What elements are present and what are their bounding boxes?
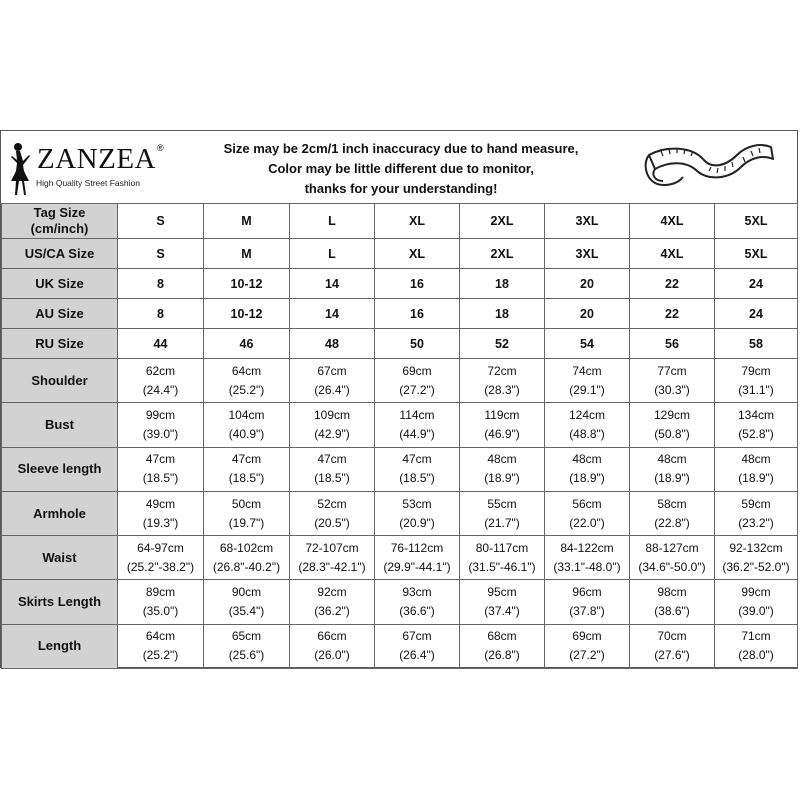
size-cell: 24 [715, 299, 798, 329]
inch-value: (52.8") [738, 426, 774, 441]
size-cell: 8 [118, 299, 204, 329]
cm-value: 124cm [568, 407, 606, 422]
notice-line-2: Color may be little different due to monitor, [268, 161, 534, 176]
table-row [2, 624, 798, 668]
cm-value: 99cm [145, 407, 176, 422]
size-table [1, 203, 798, 669]
cm-value: 72-107cm [305, 540, 359, 555]
inch-value: (27.6") [654, 648, 690, 663]
table-row [2, 329, 798, 359]
inch-value: (37.4") [484, 604, 520, 619]
inch-value: (40.9") [228, 426, 265, 441]
inch-value: (44.9") [399, 426, 435, 441]
cm-value: 70cm [657, 629, 687, 644]
measurement-cell [545, 491, 630, 535]
size-cell: L [290, 239, 375, 269]
notice-line-3: thanks for your understanding! [304, 181, 498, 196]
brand-tagline: High Quality Street Fashion [36, 178, 140, 188]
row-label: Shoulder [2, 359, 118, 403]
cm-value: 129cm [653, 407, 691, 422]
cm-value: 47cm [231, 452, 262, 467]
row-label: Armhole [2, 491, 118, 535]
measuring-tape-icon [637, 137, 777, 199]
measurement-cell [460, 624, 545, 668]
measurement-cell [290, 580, 375, 624]
cm-value: 98cm [657, 585, 687, 600]
inch-value: (28.0") [738, 648, 774, 663]
cm-value: 58cm [657, 496, 687, 511]
table-row [2, 239, 798, 269]
cm-value: 48cm [572, 452, 602, 467]
inch-value: (38.6") [654, 604, 690, 619]
measurement-cell [375, 359, 460, 403]
cm-value: 114cm [399, 407, 435, 422]
cm-value: 66cm [317, 629, 347, 644]
inch-value: (26.4") [314, 382, 350, 397]
size-chart [0, 130, 798, 668]
cm-value: 64cm [145, 629, 176, 644]
inch-value: (19.7") [228, 515, 265, 530]
measurement-cell [118, 624, 204, 668]
cm-value: 50cm [231, 496, 262, 511]
inch-value: (27.2") [399, 382, 435, 397]
cm-value: 48cm [657, 452, 687, 467]
size-cell: 8 [118, 269, 204, 299]
inch-value: (31.1") [738, 382, 774, 397]
size-cell: 44 [118, 329, 204, 359]
size-cell: 4XL [630, 204, 715, 239]
row-label-text: Tag Size [33, 205, 86, 220]
size-cell: 48 [290, 329, 375, 359]
cm-value: 56cm [572, 496, 602, 511]
measurement-cell [460, 403, 545, 447]
cm-value: 95cm [487, 585, 517, 600]
measurement-cell [715, 580, 798, 624]
size-cell: M [204, 239, 290, 269]
size-cell: 10-12 [204, 269, 290, 299]
row-label [2, 299, 118, 329]
inch-value: (18.5") [228, 471, 265, 486]
measurement-cell [204, 536, 290, 580]
inch-value: (21.7") [484, 515, 520, 530]
measurement-cell [375, 536, 460, 580]
measurement-cell [204, 580, 290, 624]
cm-value: 80-117cm [475, 540, 529, 555]
measurement-cell [375, 491, 460, 535]
measurement-cell [118, 403, 204, 447]
measurement-cell [630, 624, 715, 668]
measurement-cell [290, 536, 375, 580]
cm-value: 72cm [487, 363, 517, 378]
table-row [2, 299, 798, 329]
measurement-cell [460, 359, 545, 403]
inch-value: (24.4") [142, 382, 179, 397]
row-label [2, 239, 118, 269]
cm-value: 47cm [145, 452, 176, 467]
size-cell: 16 [375, 269, 460, 299]
inch-value: (48.8") [569, 426, 605, 441]
inch-value: (22.0") [569, 515, 605, 530]
cm-value: 88-127cm [645, 540, 699, 555]
measurement-cell [545, 580, 630, 624]
inch-value: (19.3") [142, 515, 179, 530]
measurement-cell [118, 359, 204, 403]
size-cell: 5XL [715, 204, 798, 239]
measurement-cell [375, 580, 460, 624]
size-cell: 18 [460, 299, 545, 329]
measurement-cell [545, 447, 630, 491]
table-row [2, 536, 798, 580]
cm-value: 49cm [145, 496, 176, 511]
cm-value: 69cm [572, 629, 602, 644]
size-cell: 50 [375, 329, 460, 359]
inch-value: (28.3") [484, 382, 520, 397]
measurement-cell [460, 580, 545, 624]
measurement-cell [715, 359, 798, 403]
inch-value: (29.1") [569, 382, 605, 397]
inch-value: (30.3") [654, 382, 690, 397]
measurement-cell [204, 624, 290, 668]
inch-value: (23.2") [738, 515, 774, 530]
measurement-cell [715, 403, 798, 447]
inch-value: (36.2") [314, 604, 350, 619]
size-cell: 2XL [460, 204, 545, 239]
size-cell: 2XL [460, 239, 545, 269]
measurement-cell [630, 536, 715, 580]
measurement-cell [715, 624, 798, 668]
size-cell: 22 [630, 299, 715, 329]
size-cell: 56 [630, 329, 715, 359]
cm-value: 64cm [231, 363, 262, 378]
brand-logo [7, 141, 207, 201]
row-label [2, 329, 118, 359]
measurement-cell [118, 491, 204, 535]
measurement-cell [204, 447, 290, 491]
inch-value: (18.5") [399, 471, 435, 486]
cm-value: 55cm [487, 496, 517, 511]
inch-value: (26.8"-40.2") [212, 559, 281, 574]
inch-value: (25.2"-38.2") [126, 559, 195, 574]
measurement-cell [204, 491, 290, 535]
measurement-cell [460, 491, 545, 535]
measurement-cell [630, 580, 715, 624]
cm-value: 119cm [484, 407, 520, 422]
cm-value: 62cm [145, 363, 176, 378]
inch-value: (39.0") [142, 426, 179, 441]
size-cell: 16 [375, 299, 460, 329]
table-row [2, 269, 798, 299]
size-cell: 54 [545, 329, 630, 359]
measurement-cell [375, 403, 460, 447]
inch-value: (36.2"-52.0") [722, 559, 790, 574]
measurement-cell [630, 447, 715, 491]
inch-value: (39.0") [738, 604, 774, 619]
table-row [2, 403, 798, 447]
cm-value: 59cm [741, 496, 771, 511]
woman-silhouette-icon [7, 141, 35, 197]
measurement-cell [290, 624, 375, 668]
inch-value: (18.9") [569, 471, 605, 486]
measurement-cell [460, 536, 545, 580]
measurement-cell [290, 447, 375, 491]
registered-mark: ® [157, 143, 164, 153]
size-cell: 3XL [545, 239, 630, 269]
measurement-cell [204, 359, 290, 403]
cm-value: 48cm [741, 452, 771, 467]
cm-value: 79cm [741, 363, 771, 378]
inch-value: (18.5") [314, 471, 350, 486]
brand-name: ZANZEA [37, 143, 156, 175]
inch-value: (20.9") [399, 515, 435, 530]
inch-value: (37.8") [569, 604, 605, 619]
row-label: Sleeve length [2, 447, 118, 491]
cm-value: 47cm [317, 452, 347, 467]
inch-value: (29.9"-44.1") [383, 559, 451, 574]
inch-value: (33.1"-48.0") [553, 559, 621, 574]
row-label [2, 204, 118, 239]
cm-value: 89cm [145, 585, 176, 600]
measurement-cell [204, 403, 290, 447]
measurement-cell [545, 403, 630, 447]
cm-value: 67cm [317, 363, 347, 378]
measurement-cell [715, 447, 798, 491]
size-cell: 10-12 [204, 299, 290, 329]
measurement-cell [545, 624, 630, 668]
cm-value: 90cm [231, 585, 262, 600]
cm-value: 99cm [741, 585, 771, 600]
cm-value: 134cm [737, 407, 775, 422]
size-cell: 20 [545, 269, 630, 299]
inch-value: (34.6"-50.0") [638, 559, 706, 574]
row-label: Skirts Length [2, 580, 118, 624]
inch-value: (26.8") [484, 648, 520, 663]
cm-value: 64-97cm [137, 540, 184, 555]
inch-value: (35.0") [142, 604, 179, 619]
cm-value: 68cm [487, 629, 517, 644]
inch-value: (42.9") [314, 426, 350, 441]
measurement-cell [715, 536, 798, 580]
measurement-notice [201, 139, 601, 199]
size-cell: XL [375, 239, 460, 269]
cm-value: 84-122cm [560, 540, 614, 555]
measurement-cell [630, 491, 715, 535]
inch-value: (36.6") [399, 604, 435, 619]
cm-value: 92cm [317, 585, 347, 600]
cm-value: 67cm [402, 629, 432, 644]
size-cell: S [118, 204, 204, 239]
cm-value: 109cm [313, 407, 351, 422]
row-label-text: US/CA Size [24, 245, 95, 261]
cm-value: 93cm [402, 585, 432, 600]
size-cell: 24 [715, 269, 798, 299]
measurement-cell [545, 536, 630, 580]
size-cell: 4XL [630, 239, 715, 269]
measurement-cell [290, 491, 375, 535]
cm-value: 52cm [317, 496, 347, 511]
size-table-body [2, 204, 798, 669]
cm-value: 71cm [741, 629, 771, 644]
measurement-cell [545, 359, 630, 403]
row-label [2, 269, 118, 299]
measurement-cell [118, 536, 204, 580]
inch-value: (35.4") [228, 604, 265, 619]
size-cell: 14 [290, 299, 375, 329]
measurement-cell [118, 447, 204, 491]
inch-value: (18.9") [484, 471, 520, 486]
cm-value: 68-102cm [219, 540, 274, 555]
size-cell: 58 [715, 329, 798, 359]
measurement-cell [375, 624, 460, 668]
row-label-subtext: (cm/inch) [30, 221, 89, 236]
inch-value: (20.5") [314, 515, 350, 530]
cm-value: 96cm [572, 585, 602, 600]
row-label: Bust [2, 403, 118, 447]
cm-value: 76-112cm [390, 540, 444, 555]
table-row [2, 491, 798, 535]
inch-value: (46.9") [484, 426, 520, 441]
size-cell: 14 [290, 269, 375, 299]
cm-value: 92-132cm [729, 540, 783, 555]
size-cell: L [290, 204, 375, 239]
size-cell: 18 [460, 269, 545, 299]
inch-value: (25.2") [228, 382, 265, 397]
inch-value: (26.4") [399, 648, 435, 663]
chart-header [1, 131, 797, 204]
measurement-cell [375, 447, 460, 491]
cm-value: 53cm [402, 496, 432, 511]
size-cell: 3XL [545, 204, 630, 239]
inch-value: (50.8") [654, 426, 690, 441]
measurement-cell [715, 491, 798, 535]
cm-value: 65cm [231, 629, 262, 644]
size-cell: 20 [545, 299, 630, 329]
inch-value: (25.2") [142, 648, 179, 663]
cm-value: 69cm [402, 363, 432, 378]
size-cell: 5XL [715, 239, 798, 269]
table-row [2, 359, 798, 403]
notice-line-1: Size may be 2cm/1 inch inaccuracy due to hand measure, [223, 141, 579, 156]
inch-value: (27.2") [569, 648, 605, 663]
measurement-cell [290, 403, 375, 447]
cm-value: 74cm [572, 363, 602, 378]
table-row [2, 447, 798, 491]
inch-value: (26.0") [314, 648, 350, 663]
cm-value: 77cm [657, 363, 687, 378]
cm-value: 104cm [228, 407, 265, 422]
inch-value: (22.8") [654, 515, 690, 530]
size-cell: XL [375, 204, 460, 239]
inch-value: (18.9") [654, 471, 690, 486]
table-row [2, 580, 798, 624]
size-cell: 46 [204, 329, 290, 359]
row-label-text: UK Size [35, 275, 84, 291]
measurement-cell [460, 447, 545, 491]
size-cell: M [204, 204, 290, 239]
row-label-text: RU Size [35, 335, 84, 351]
measurement-cell [630, 403, 715, 447]
inch-value: (18.5") [142, 471, 179, 486]
table-row [2, 204, 798, 239]
measurement-cell [630, 359, 715, 403]
size-cell: 22 [630, 269, 715, 299]
cm-value: 48cm [487, 452, 517, 467]
measurement-cell [290, 359, 375, 403]
inch-value: (31.5"-46.1") [468, 559, 536, 574]
inch-value: (28.3"-42.1") [298, 559, 366, 574]
inch-value: (25.6") [228, 648, 265, 663]
row-label: Length [2, 624, 118, 668]
measurement-cell [118, 580, 204, 624]
row-label: Waist [2, 536, 118, 580]
inch-value: (18.9") [738, 471, 774, 486]
cm-value: 47cm [402, 452, 432, 467]
size-cell: 52 [460, 329, 545, 359]
row-label-text: AU Size [35, 305, 84, 321]
size-cell: S [118, 239, 204, 269]
